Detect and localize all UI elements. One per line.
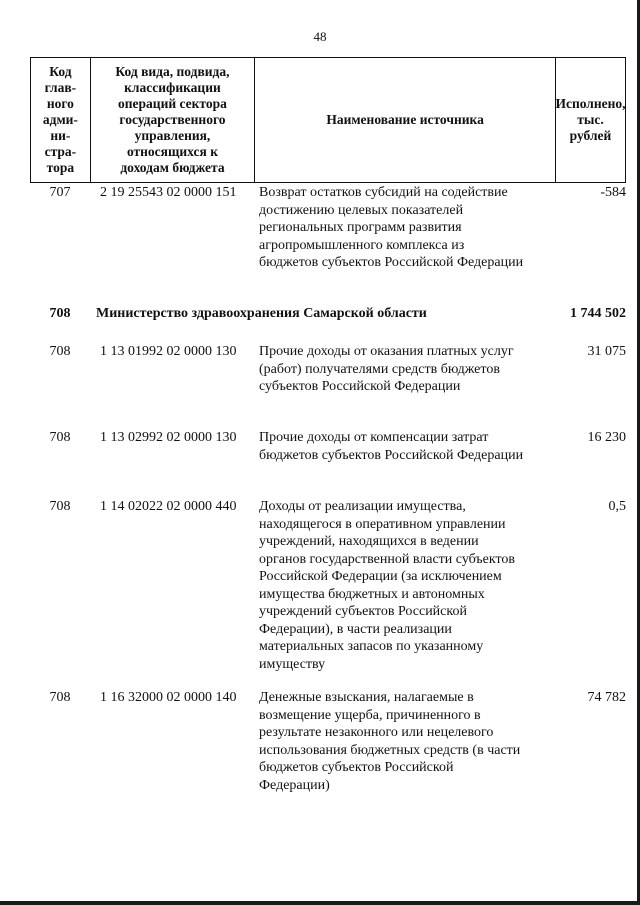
section-amount: 1 744 502 [570,306,626,321]
section-title: Министерство здравоохранения Самарской области [96,306,427,321]
row-source-name: Денежные взыскания, налагаемые в возмещение ущерба, причиненного в результате незаконного или нецелевого использования бюджетных средств (в части бюджетов субъектов Российской Федерации) [259,690,521,793]
row-admin-code: 708 [49,344,71,359]
header-executed-amount: Исполнено, тыс. рублей [555,96,626,143]
row-amount: 31 075 [587,344,626,359]
row-classification-code: 1 13 02992 02 0000 130 [100,430,237,445]
row-classification-code: 1 13 01992 02 0000 130 [100,344,237,359]
row-classification-code: 1 14 02022 02 0000 440 [100,499,237,514]
row-admin-code: 708 [49,690,71,705]
header-admin-code: Код глав- ного адми- ни- стра- тора [31,58,91,182]
row-classification-code: 2 19 25543 02 0000 151 [100,185,237,200]
page-number: 48 [313,29,327,44]
header-source-name: Наименование источника [255,58,556,182]
row-amount: 16 230 [587,430,626,445]
header-classification-code: Код вида, подвида, классификации операций сектора государственного управления, относящихся к доходам бюджета [91,58,255,182]
row-amount: 0,5 [608,499,626,514]
row-source-name: Прочие доходы от оказания платных услуг (работ) получателями средств бюджетов субъектов Российской Федерации [259,344,514,394]
section-admin-code: 708 [49,306,71,321]
row-source-name: Доходы от реализации имущества, находящегося в оперативном управлении учреждений, находящихся в ведении органов государственной власти субъектов Российской Федерации (за исключением имущества бюджетных и автономных учреждений субъектов Российской Федерации), в части реализации материальных запасов по указанному имуществу [259,499,516,672]
row-source-name: Прочие доходы от компенсации затрат бюджетов субъектов Российской Федерации [259,430,524,463]
row-admin-code: 708 [49,499,71,514]
row-amount: 74 782 [587,690,626,705]
row-classification-code: 1 16 32000 02 0000 140 [100,690,237,705]
table-header [30,57,626,183]
row-amount: -584 [600,185,626,200]
page-edge-bottom [0,901,640,905]
row-admin-code: 707 [49,185,71,200]
row-admin-code: 708 [49,430,71,445]
row-source-name: Возврат остатков субсидий на содействие достижению целевых показателей региональных программ развития агропромышленного комплекса из бюджетов субъектов Российской Федерации [259,185,524,270]
